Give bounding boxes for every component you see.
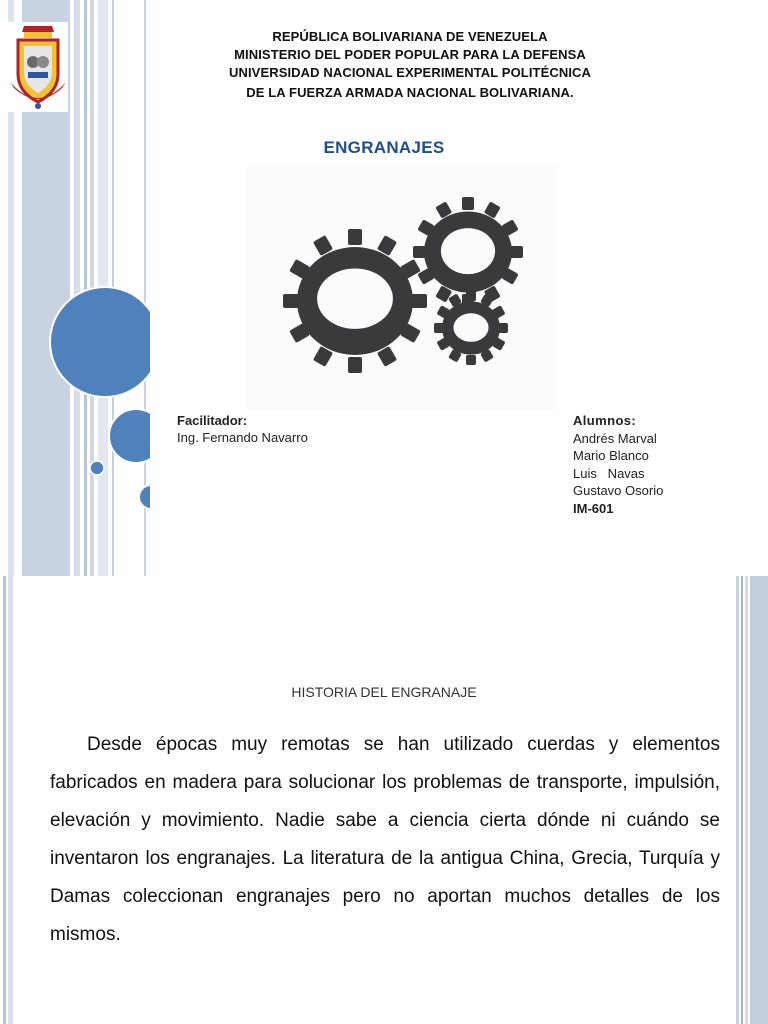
right-border-stripes [736, 576, 768, 1024]
students-block [573, 412, 663, 517]
header-line-2: MINISTERIO DEL PODER POPULAR PARA LA DEFENSA [234, 47, 586, 62]
history-paragraph: Desde épocas muy remotas se han utilizado cuerdas y elementos fabricados en madera para solucionar los problemas de transporte, impulsión, elevación y movimiento. Nadie sabe a ciencia cierta dónde ni cuándo se inventaron los engranajes. La literatura de la antigua China, Grecia, Turquía y Damas coleccionan engranajes pero no aportan muchos detalles de los mismos. [50, 734, 720, 945]
institution-header [150, 28, 670, 102]
facilitator-block [177, 412, 308, 446]
group-code: IM-601 [573, 500, 614, 516]
header-line-4: DE LA FUERZA ARMADA NACIONAL BOLIVARIANA. [246, 85, 574, 100]
header-line-1: REPÚBLICA BOLIVARIANA DE VENEZUELA [272, 29, 548, 44]
student-name: Luis Navas [573, 465, 645, 481]
history-heading: HISTORIA DEL ENGRANAJE [291, 684, 477, 700]
slide-title: ENGRANAJES [323, 138, 445, 157]
history-slide [0, 576, 768, 1024]
facilitator-label: Facilitador: [177, 413, 248, 428]
student-name: Mario Blanco [573, 448, 649, 463]
student-name: Gustavo Osorio [573, 483, 664, 498]
left-border-stripes [0, 576, 14, 1024]
student-name: Andrés Marval [573, 430, 657, 446]
gears-illustration [246, 165, 556, 410]
facilitator-name: Ing. Fernando Navarro [177, 430, 308, 445]
header-line-3: UNIVERSIDAD NACIONAL EXPERIMENTAL POLITÉCNICA [228, 65, 592, 80]
university-seal-icon [8, 22, 68, 112]
students-label: Alumnos: [573, 413, 637, 428]
